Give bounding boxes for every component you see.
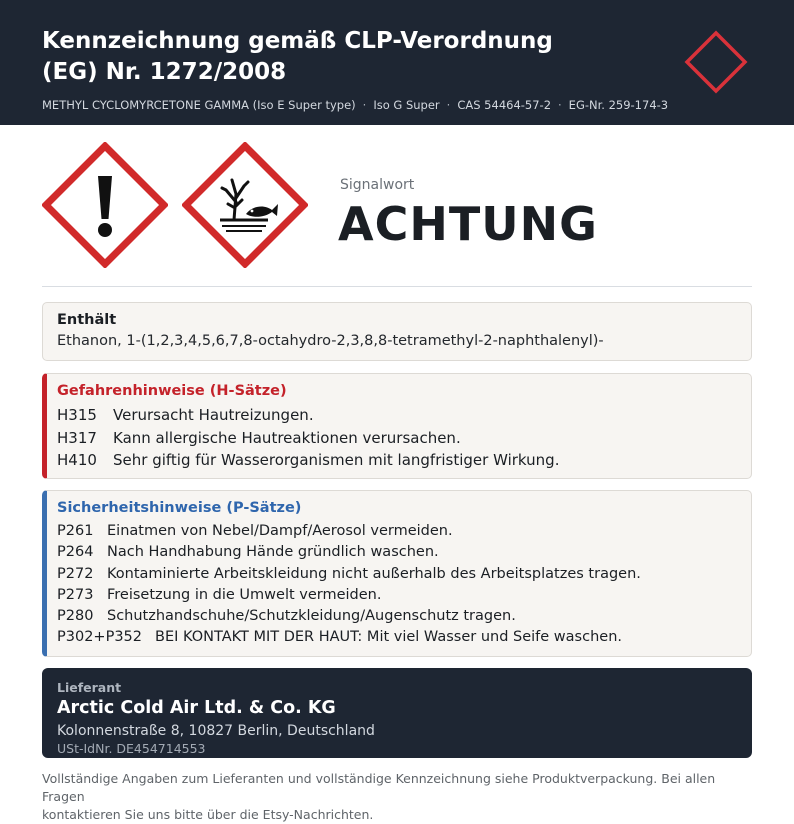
hazard-diamond-icon xyxy=(684,30,748,94)
supplier-name: Arctic Cold Air Ltd. & Co. KG xyxy=(57,698,336,718)
label-header xyxy=(0,0,794,125)
trade-name: Iso G Super xyxy=(373,98,440,112)
signal-word: ACHTUNG xyxy=(338,197,598,251)
footer-line-2: kontaktieren Sie uns bitte über die Etsy-Nachrichten. xyxy=(42,807,374,822)
supplier-vat-id: USt-IdNr. DE454714553 xyxy=(57,741,206,756)
statement-code: P272 xyxy=(57,565,94,582)
title-line-2: (EG) Nr. 1272/2008 xyxy=(42,59,287,85)
hazard-statement xyxy=(57,449,737,472)
statement-text: Kontaminierte Arbeitskleidung nicht außerhalb des Arbeitsplatzes tragen. xyxy=(107,565,641,582)
separator: · xyxy=(446,98,451,112)
statement-code: P280 xyxy=(57,608,94,625)
contains-card xyxy=(42,302,752,361)
precautionary-statement xyxy=(57,564,737,585)
ec-number: EG-Nr. 259-174-3 xyxy=(568,98,669,112)
supplier-card xyxy=(42,668,752,758)
precautionary-statement xyxy=(57,585,737,606)
footer-line-1: Vollständige Angaben zum Lieferanten und vollständige Kennzeichnung siehe Produktverpackung. Bei allen Fragen xyxy=(42,771,716,804)
precautionary-statement xyxy=(57,542,737,563)
separator: · xyxy=(558,98,562,112)
statement-code: H317 xyxy=(57,428,97,447)
precautionary-statement xyxy=(57,521,737,542)
precautionary-statement xyxy=(57,606,737,627)
statement-text: Freisetzung in die Umwelt vermeiden. xyxy=(107,586,382,603)
page-title xyxy=(42,26,602,88)
precautionary-statements-card xyxy=(42,490,752,657)
hazard-statement xyxy=(57,427,737,450)
hazard-statement xyxy=(57,404,737,427)
contains-substance: Ethanon, 1-(1,2,3,4,5,6,7,8-octahydro-2,3,8,8-tetramethyl-2-naphthalenyl)- xyxy=(57,333,604,349)
separator: · xyxy=(362,98,367,112)
statement-code: P264 xyxy=(57,544,94,561)
statement-text: Verursacht Hautreizungen. xyxy=(113,406,314,424)
statement-code: P273 xyxy=(57,586,94,603)
environment-hazard-icon xyxy=(182,142,308,268)
contains-title: Enthält xyxy=(57,312,117,328)
precautionary-statements-title: Sicherheitshinweise (P-Sätze) xyxy=(57,500,302,516)
statement-text: Nach Handhabung Hände gründlich waschen. xyxy=(107,544,439,561)
statement-text: BEI KONTAKT MIT DER HAUT: Mit viel Wasser und Seife waschen. xyxy=(155,629,622,646)
statement-code: P302+P352 xyxy=(57,629,142,646)
title-line-1: Kennzeichnung gemäß CLP-Verordnung xyxy=(42,28,553,54)
signal-word-label: Signalwort xyxy=(340,177,415,193)
statement-text: Kann allergische Hautreaktionen verursachen. xyxy=(113,428,461,447)
cas-number: CAS 54464-57-2 xyxy=(457,98,552,112)
hazard-statements-card xyxy=(42,373,752,479)
product-name: METHYL CYCLOMYRCETONE GAMMA (Iso E Super type) xyxy=(42,98,356,112)
statement-code: H410 xyxy=(57,451,97,469)
hazard-statements-title: Gefahrenhinweise (H-Sätze) xyxy=(57,383,287,399)
precautionary-statement xyxy=(57,627,737,648)
statement-text: Sehr giftig für Wasserorganismen mit langfristiger Wirkung. xyxy=(113,451,560,469)
statement-code: P261 xyxy=(57,523,94,539)
statement-code: H315 xyxy=(57,406,97,424)
exclamation-mark-icon xyxy=(42,142,168,268)
product-identifiers xyxy=(42,98,752,112)
hazard-summary xyxy=(0,125,794,285)
statement-text: Einatmen von Nebel/Dampf/Aerosol vermeiden. xyxy=(107,523,453,539)
divider xyxy=(42,286,752,287)
supplier-label: Lieferant xyxy=(57,680,122,695)
supplier-address: Kolonnenstraße 8, 10827 Berlin, Deutschland xyxy=(57,723,375,739)
statement-text: Schutzhandschuhe/Schutzkleidung/Augenschutz tragen. xyxy=(107,608,516,625)
